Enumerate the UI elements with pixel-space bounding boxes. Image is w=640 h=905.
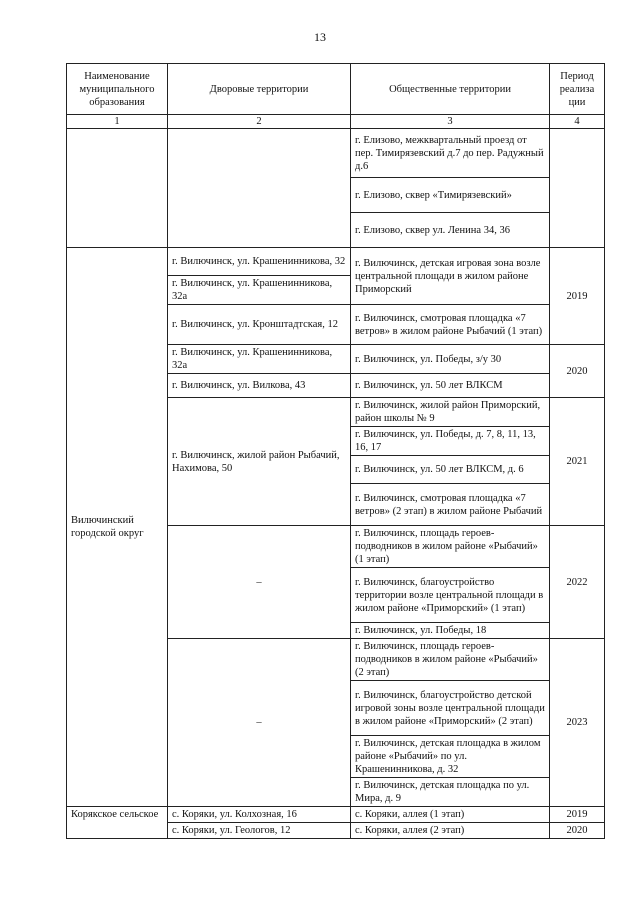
public-cell: г. Вилючинск, смотровая площадка «7 ветров» (2 этап) в жилом районе Рыбачий <box>351 484 550 526</box>
public-cell: г. Вилючинск, ул. Победы, д. 7, 8, 11, 13, 16, 17 <box>351 427 550 456</box>
public-cell: г. Вилючинск, благоустройство территории возле центральной площади в жилом районе «Приморский» (1 этап) <box>351 568 550 623</box>
territories-table <box>66 63 605 839</box>
period-cell: 2019 <box>550 807 605 823</box>
public-cell: г. Вилючинск, детская игровая зона возле центральной площади в жилом районе Приморский <box>351 248 550 305</box>
table-row <box>67 248 605 276</box>
yard-cell-empty <box>168 129 351 248</box>
header-row <box>67 64 605 115</box>
header-public: Общественные территории <box>351 64 550 115</box>
public-cell: г. Вилючинск, ул. Победы, з/у 30 <box>351 345 550 374</box>
public-cell: г. Вилючинск, смотровая площадка «7 ветров» в жилом районе Рыбачий (1 этап) <box>351 305 550 345</box>
yard-cell: г. Вилючинск, ул. Крашенинникова, 32 <box>168 248 351 276</box>
municipality-cell: Вилючинский городской округ <box>67 248 168 807</box>
public-cell: с. Коряки, аллея (1 этап) <box>351 807 550 823</box>
header-period: Период реализа ции <box>550 64 605 115</box>
page-number: 13 <box>314 30 326 44</box>
period-cell: 2019 <box>550 248 605 345</box>
yard-cell: г. Вилючинск, жилой район Рыбачий, Нахимова, 50 <box>168 398 351 526</box>
municipality-cell-empty <box>67 129 168 248</box>
header-municipality: Наименование муниципального образования <box>67 64 168 115</box>
yard-cell: г. Вилючинск, ул. Крашенинникова, 32а <box>168 276 351 305</box>
municipality-cell: Корякское сельское <box>67 807 168 839</box>
column-number-4: 4 <box>550 115 605 129</box>
column-number-3: 3 <box>351 115 550 129</box>
period-cell: 2020 <box>550 823 605 839</box>
public-cell: г. Вилючинск, ул. 50 лет ВЛКСМ, д. 6 <box>351 456 550 484</box>
period-cell: 2021 <box>550 398 605 526</box>
period-cell: 2020 <box>550 345 605 398</box>
public-cell: г. Елизово, сквер «Тимирязевский» <box>351 178 550 213</box>
public-cell: г. Вилючинск, ул. Победы, 18 <box>351 623 550 639</box>
public-cell: г. Елизово, сквер ул. Ленина 34, 36 <box>351 213 550 248</box>
public-cell: с. Коряки, аллея (2 этап) <box>351 823 550 839</box>
header-yards: Дворовые территории <box>168 64 351 115</box>
column-number-2: 2 <box>168 115 351 129</box>
period-cell-empty <box>550 129 605 248</box>
period-cell: 2023 <box>550 639 605 807</box>
yard-cell: г. Вилючинск, ул. Крашенинникова, 32а <box>168 345 351 374</box>
public-cell: г. Елизово, межквартальный проезд от пер. Тимирязевский д.7 до пер. Радужный д.6 <box>351 129 550 178</box>
table-row <box>67 807 605 823</box>
public-cell: г. Вилючинск, благоустройство детской игровой зоны возле центральной площади в жилом районе «Приморский» (2 этап) <box>351 681 550 736</box>
public-cell: г. Вилючинск, детская площадка в жилом районе «Рыбачий» по ул. Крашенинникова, д. 32 <box>351 736 550 778</box>
column-number-row <box>67 115 605 129</box>
yard-cell-dash: – <box>168 639 351 807</box>
public-cell: г. Вилючинск, площадь героев-подводников в жилом районе «Рыбачий» (2 этап) <box>351 639 550 681</box>
table-row <box>67 129 605 178</box>
public-cell: г. Вилючинск, детская площадка по ул. Мира, д. 9 <box>351 778 550 807</box>
period-cell: 2022 <box>550 526 605 639</box>
column-number-1: 1 <box>67 115 168 129</box>
public-cell: г. Вилючинск, ул. 50 лет ВЛКСМ <box>351 374 550 398</box>
yard-cell: г. Вилючинск, ул. Кронштадтская, 12 <box>168 305 351 345</box>
yard-cell: г. Вилючинск, ул. Вилкова, 43 <box>168 374 351 398</box>
yard-cell-dash: – <box>168 526 351 639</box>
public-cell: г. Вилючинск, жилой район Приморский, район школы № 9 <box>351 398 550 427</box>
yard-cell: с. Коряки, ул. Геологов, 12 <box>168 823 351 839</box>
yard-cell: с. Коряки, ул. Колхозная, 16 <box>168 807 351 823</box>
public-cell: г. Вилючинск, площадь героев-подводников в жилом районе «Рыбачий» (1 этап) <box>351 526 550 568</box>
